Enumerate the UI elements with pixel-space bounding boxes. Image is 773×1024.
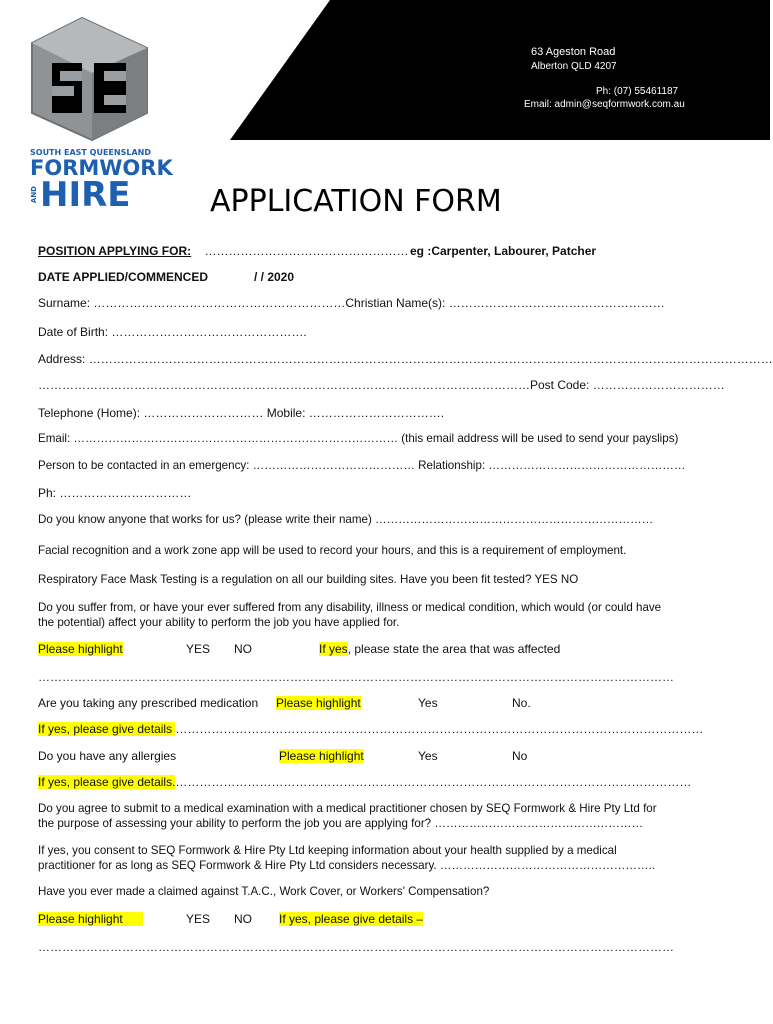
disability-no[interactable]: NO bbox=[234, 642, 252, 656]
medication-no[interactable]: No. bbox=[512, 696, 531, 710]
claim-details-field[interactable]: …………………………………………………………………………………………………………………………………………… bbox=[38, 940, 674, 954]
address-line2: Alberton QLD 4207 bbox=[531, 61, 617, 72]
page-title: APPLICATION FORM bbox=[210, 184, 502, 219]
if-yes-details-b: If yes, please give details. bbox=[38, 775, 176, 789]
medication-details-field[interactable]: …………………………………………………………………………………………………………………… bbox=[175, 722, 704, 736]
claim-if-yes-details: If yes, please give details – bbox=[279, 912, 424, 926]
telephone-field[interactable]: Telephone (Home): ………………………… Mobile: ……………………………. bbox=[38, 406, 445, 420]
if-yes-details-a: If yes, please give details bbox=[38, 722, 176, 736]
position-example: eg :Carpenter, Labourer, Patcher bbox=[410, 244, 597, 258]
disability-question-1: Do you suffer from, or have your ever suffered from any disability, illness or medical condition, which would (or could have bbox=[38, 601, 662, 614]
medication-question: Are you taking any prescribed medication bbox=[38, 696, 259, 710]
claim-question: Have you ever made a claimed against T.A.C., Work Cover, or Workers' Compensation? bbox=[38, 885, 490, 898]
address-line1: 63 Ageston Road bbox=[531, 46, 616, 58]
emergency-contact-field[interactable]: Person to be contacted in an emergency: …………………………………… Relationship: …………………………………………… bbox=[38, 459, 686, 472]
logo-wordmark bbox=[30, 148, 173, 215]
surname-field[interactable]: Surname: ………………………………………………………Christian Name(s): ……………………………………………… bbox=[38, 296, 665, 310]
please-highlight-3: Please highlight bbox=[279, 749, 364, 763]
dob-field[interactable]: Date of Birth: …………………………………………. bbox=[38, 325, 307, 339]
logo-line1: SOUTH EAST QUEENSLAND bbox=[30, 148, 151, 157]
logo-line3: HIRE bbox=[40, 175, 131, 215]
position-label: POSITION APPLYING FOR: bbox=[38, 244, 192, 258]
allergies-question: Do you have any allergies bbox=[38, 749, 177, 763]
facial-recognition-note: Facial recognition and a work zone app will be used to record your hours, and this is a requirement of employment. bbox=[38, 544, 627, 557]
position-field[interactable]: …………………………………………… bbox=[204, 244, 409, 258]
address-field-2[interactable]: ……………………………………………………………………………………………………………Post Code: …………………………… bbox=[38, 378, 725, 392]
disability-yes[interactable]: YES bbox=[186, 642, 211, 656]
consent-question-2[interactable]: practitioner for as long as SEQ Formwork & Hire Pty Ltd considers necessary. ……………………………………………….. bbox=[38, 859, 655, 872]
email-field[interactable]: Email: ………………………………………………………………………… (this email address will be used to send your payslips) bbox=[38, 432, 679, 445]
medication-yes[interactable]: Yes bbox=[418, 696, 438, 710]
please-highlight-2: Please highlight bbox=[276, 696, 361, 710]
medication-row bbox=[38, 696, 531, 710]
allergies-details-row bbox=[38, 775, 692, 789]
allergies-yes[interactable]: Yes bbox=[418, 749, 438, 763]
disability-details-field[interactable]: …………………………………………………………………………………………………………………………………………… bbox=[38, 670, 674, 684]
allergies-no[interactable]: No bbox=[512, 749, 528, 763]
date-label: DATE APPLIED/COMMENCED bbox=[38, 270, 209, 284]
please-highlight-1: Please highlight bbox=[38, 642, 123, 656]
medical-exam-question-2[interactable]: the purpose of assessing your ability to perform the job you are applying for? ……………………………………………… bbox=[38, 817, 644, 830]
allergies-details-field[interactable]: ………………………………………………………………………………………………………………… bbox=[175, 775, 692, 789]
disability-question-2: the potential) affect your ability to perform the job you have applied for. bbox=[38, 616, 400, 629]
address-field-1[interactable]: Address: ……………………………………………………………………………………………………………………………………………………… bbox=[38, 352, 773, 366]
logo-line2: FORMWORK bbox=[30, 156, 173, 180]
logo-and: AND bbox=[30, 186, 38, 204]
company-logo bbox=[22, 18, 157, 143]
respiratory-question[interactable]: Respiratory Face Mask Testing is a regulation on all our building sites. Have you been fit tested? YES NO bbox=[38, 573, 579, 586]
claim-no[interactable]: NO bbox=[234, 912, 252, 926]
position-row bbox=[38, 244, 597, 258]
know-anyone-field[interactable]: Do you know anyone that works for us? (please write their name) ……………………………………………………………… bbox=[38, 513, 654, 526]
consent-question-1: If yes, you consent to SEQ Formwork & Hire Pty Ltd keeping information about your health supplied by a medical bbox=[38, 844, 617, 857]
claim-answer-row bbox=[38, 912, 424, 926]
date-row bbox=[38, 270, 295, 284]
if-yes-state: , please state the area that was affected bbox=[347, 642, 561, 656]
claim-yes[interactable]: YES bbox=[186, 912, 211, 926]
email-text: Email: admin@seqformwork.com.au bbox=[524, 99, 685, 110]
phone-text: Ph: (07) 55461187 bbox=[596, 86, 679, 97]
please-highlight-4: Please highlight bbox=[38, 912, 143, 926]
disability-answer-row bbox=[38, 642, 561, 656]
emergency-phone-field[interactable]: Ph: …………………………… bbox=[38, 486, 192, 500]
allergies-row bbox=[38, 749, 528, 763]
if-yes-label: If yes bbox=[319, 642, 348, 656]
date-field[interactable]: / / 2020 bbox=[254, 270, 295, 284]
abn-text: A.B.N. 62 169 057 649 bbox=[165, 46, 277, 58]
medical-exam-question-1: Do you agree to submit to a medical examination with a medical practitioner chosen by SEQ Formwork & Hire Pty Ltd for bbox=[38, 802, 657, 815]
medication-details-row bbox=[38, 722, 704, 736]
